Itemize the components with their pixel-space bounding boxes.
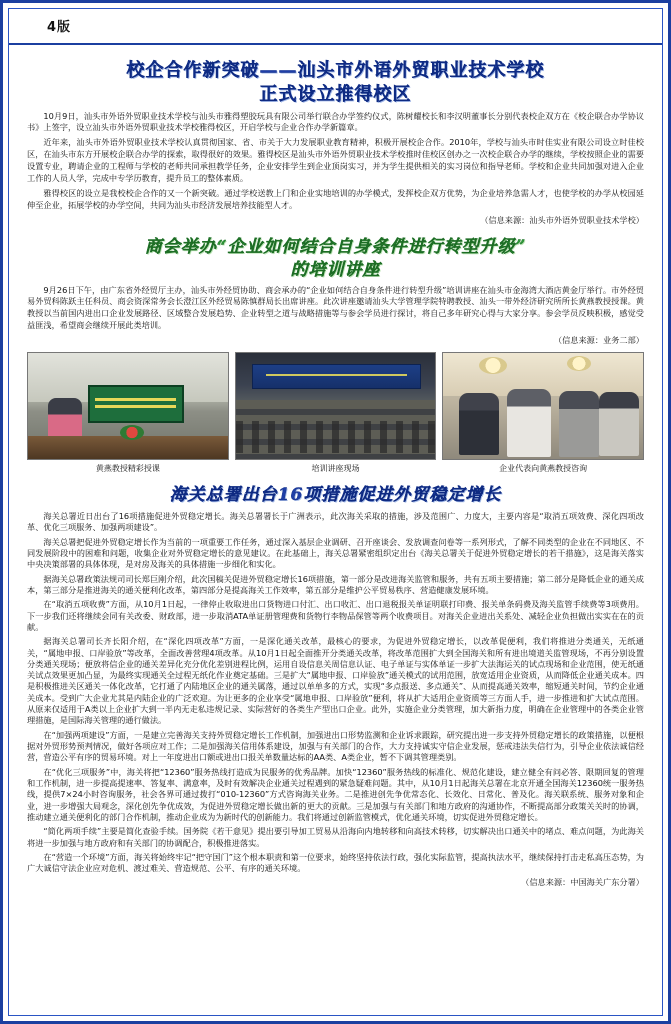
- article3-paragraph-9: 在“营造一个环境”方面，海关将始终牢记“把守国门”这个根本职责和第一位要求，始终坚持依法行政，强化实际监管，提高执法水平，继续保持打击走私高压态势，为广大诚信守法企业应对危机、渡过难关、营造规范、公平、有序的通关环境。: [27, 851, 644, 874]
- article1-paragraph-1: 10月9日，汕头市外语外贸职业技术学校与汕头市雅得塑胶玩具有限公司举行联合办学签约仪式，陈树耀校长和李汉明董事长分别代表校企双方在《校企联合办学协议书》上签字，设立汕头市外语外贸职业技术学校雅得校区，开启学校与企业合作办学新篇章。: [27, 110, 644, 133]
- article-training-lecture: [27, 236, 644, 474]
- article3-paragraph-5: 据海关总署司长齐长阳介绍，在“深化四项改革”方面，一是深化通关改革，最核心的要求，为促进外贸稳定增长，以改革促便利，我们将推进分类通关，无纸通关，“属地申报、口岸验放”等改革，全面改善营理4项改革。从10月1日起全面推开分类通关改革，将改革范围扩大到全国海关和所有进出境道关监管现场，不再分别设置分类通关现场；便放将信企业的通关差异化充分优化差别进程比例，运用自设信息关周信息认证、电子单证与实体单证一步扩大法海运关的试点现场和企业范围，使无纸通关试点效果更加凸显，为最终实现通关全过程无纸化作业奠定基础。三是扩大“属地申报、口岸验放”通关模式的试用范围，放宽适用企业资质，从而降低企业通关成本。四是积极推进关区通关一体化改革，它打通了内陆地区企业的通关属落，通过以单单多的方式，实现“多点报送、多点通关”、从而提高通关效率，缩短通关时间，节约企业通关成本。受到广大企业尤其是内陆企业的广泛欢迎。为让更多的企业享受“属地申报、口岸验放”便利，将从扩大适用企业资质等三方面人手，进一步推进和扩大试点范围。从原来仅适用于A类以上企业扩大到一半内无走私违规记录、实际营好的各类生产型出口企业。此外，实施企业分类管理，加大新指力度，明确在企业管理中的各类企业管理措施，是国际海关管理的通行做法。: [27, 636, 644, 726]
- article3-body: [27, 511, 644, 874]
- article3-source: （信息来源：中国海关广东分署）: [521, 877, 644, 888]
- masthead: [9, 9, 662, 45]
- page-content: [9, 45, 662, 894]
- article2-headline: [27, 236, 644, 282]
- article-customs-measures: [27, 484, 644, 888]
- photo-consultation: [442, 352, 644, 460]
- article3-paragraph-7: 在“优化三项服务”中，海关将把“12360”服务热线打造成为民服务的优秀品牌。加快“12360”服务热线的标准化、规范化建设，建立健全有问必答、限期回复的管理和工作机制，进一步提高提速率、答复率、满意率，及时有效解决企业通关过程遇到的紧急疑难问题。其中，从10月1日起海关总署在北京开通全国海关12360统一服务热线，提供7×24小时咨询服务，社会各界可通过拨打“010-12360”方式咨询海关业务。二是推进创先争优常态化、长效化、日常化、普及化。海关联系统、服务对象和企业，进一步增强大局观念，深化创先争优成效，为促进外贸稳定增长做出新的更大的贡献。三是加强与有关部门和地方政府的沟通协作，不断提高部分政策关关时的协调，推动建立通关便利化的部门合作机制，推动企业成为为新时代的创新能力。我们将通过创新监管模式，优化通关环境，切实促进外贸稳定增长。: [27, 766, 644, 822]
- article3-headline: 海关总署出台16项措施促进外贸稳定增长: [169, 485, 502, 506]
- article1-headline-line1: 校企合作新突破——汕头市外语外贸职业技术学校: [126, 60, 545, 81]
- article3-paragraph-4: 在“取消五项收费”方面，从10月1日起，一律停止收取进出口货物进口付汇、出口收汇、出口退税报关单证明联打印费、报关单条码费及海关监管手续费等3项费用。下一步我们还将继续会同有关改委、财政部，进一步取消ATA单证册管理费和货物行李物品保管等两个收费项目。对海关企业进出关系处、减轻企业负担做出实实在在的贡献。: [27, 599, 644, 632]
- photo-caption-3: 企业代表向黄燕教授咨询: [499, 464, 588, 474]
- article2-paragraph-1: 9月26日下午，由广东省外经贸厅主办，汕头市外经贸协助、商会承办的“企业如何结合自身条件进行转型升级”培训讲座在汕头市金海湾大酒店黄金厅举行。市外经贸易外贸科陈跃主任科员、商会资深常务会长澄江区外经贸易陈慎群局长出席讲座。此次讲座邀请汕头大学管理学院特聘教授、汕头一带外经济研究所所长黄燕教授授课。黄教授以当前国内进出口企业发展路径、区域整合发展趋势、企业转型之道与战略措施等与参会学员进行探讨，将自己多年研究心得与大家分享。参会学员反映积极，感觉受益匪浅，希望商会继续开展此类培训。: [27, 284, 644, 331]
- photo-cell-2: [235, 352, 437, 474]
- article2-source: （信息来源：业务二部）: [553, 335, 644, 346]
- photo-caption-2: 培训讲座现场: [311, 464, 360, 474]
- article3-paragraph-3: 据海关总署政策法规司司长郑巨刚介绍，此次国稿关促进外贸稳定增长16项措施，第一部分是改进海关监管和服务，共有五项主要措施；第二部分是降低企业的通关成本，第三部分是推进海关的通关便利化改革，第四部分是提高海关工作效率，第五部分是维护公平贸易秩序、营造健康发展环境。: [27, 573, 644, 595]
- article3-paragraph-2: 海关总署把促进外贸稳定增长作为当前的一项重要工作任务，通过深入基层企业调研、召开座谈会、发放调查问卷等一系列形式，了解不同类型的企业在不同地区、不同发展阶段中的困难和问题，收集企业对外贸稳定增长的意见建议。在此基础上，海关总署紧密组织定出台《海关总署关于促进外贸稳定增长的若干措施》，这是海关落实中央决策部署的具体体现，是对房及海关的具体措施一步细化和实化。: [27, 536, 644, 570]
- article3-paragraph-6: 在“加强两项建设”方面，一是建立完善海关支持外贸稳定增长工作机制，加强进出口形势监测和企业诉求跟踪，研究提出进一步支持外贸稳定增长的政策措施，以便根据对外贸形势预判情况，做好各项应对工作；二是加强海关信用体系建设，加强与有关部门的合作，大力支持诚实守信企业发展，惩戒违法失信行为，引导企业依法诚信经营，营造公平有序的贸易环境。对上一年度进出口额或进出口报关单数量达标的AA类、A类企业，暂不下调其管理类别。: [27, 729, 644, 763]
- article1-source: （信息来源：汕头市外语外贸职业技术学校）: [480, 214, 644, 225]
- article2-headline-line1: 商会举办“企业如何结合自身条件进行转型升级”: [144, 236, 527, 257]
- article1-paragraph-2: 近年来，汕头市外语外贸职业技术学校认真贯彻国家、省、市关于大力发展职业教育精神，积极开展校企合作。2010年，学校与汕头市时佳实业有限公司设立时佳校区，在汕头市东方开展校企联合办学的探索，取得很好的效果。雅得校区是汕头市外语外贸职业技术学校推时佳校区创办之一次校企联合办学的继续，学校按照企业的需要设置专业，聘请企业的工程师与学校的老师共同承担教学任务，企业安排学生到企业顶岗实习，并为学生提供相关的实习岗位和指导老师。学校和企业共同加强对进入企业工作的人员人学，完成中专学历教育，提升员工的整体素质。: [27, 137, 644, 184]
- photo-cell-3: [442, 352, 644, 474]
- photo-audience: [235, 352, 437, 460]
- article-school-enterprise: [27, 59, 644, 226]
- page-number: 4版: [47, 20, 72, 35]
- photo-caption-1: 黄燕教授精彩授课: [95, 464, 160, 474]
- article3-paragraph-1: 海关总署近日出台了16项措施促进外贸稳定增长。海关总署署长于广洲表示，此次海关采取的措施，涉及范围广、力度大，主要内容是“取消五项效费、深化四项改革、优化三项服务、加强两项建设”。: [27, 511, 644, 533]
- article1-headline-line2: 正式设立推得校区: [259, 84, 412, 106]
- article3-paragraph-8: “简化两项手续”主要是简化查验手续。国务院《若干意见》提出要引导加工贸易从沿海向内地转移和向高技术转移，切实解决出口通关中的堵点、难点问题，为此海关将进一步加强与地方政府和有关部门的协调配合，积极推进落实。: [27, 826, 644, 848]
- photo-cell-1: [27, 352, 229, 474]
- page-inner-border: [8, 8, 663, 1016]
- article2-headline-line2: 的培训讲座: [290, 259, 381, 280]
- photo-row: [27, 352, 644, 474]
- article1-paragraph-3: 雅得校区的设立是我校校企合作的又一个新突破。通过学校送教上门和企业实地培训的办学模式，发挥校企双方优势，为企业培养急需人才，也使学校的办学从校园延伸至企业，拓展学校的办学空间，共同为汕头市经济发展培养技能型人才。: [27, 187, 644, 210]
- photo-lecturer: [27, 352, 229, 460]
- article1-headline: [27, 59, 644, 108]
